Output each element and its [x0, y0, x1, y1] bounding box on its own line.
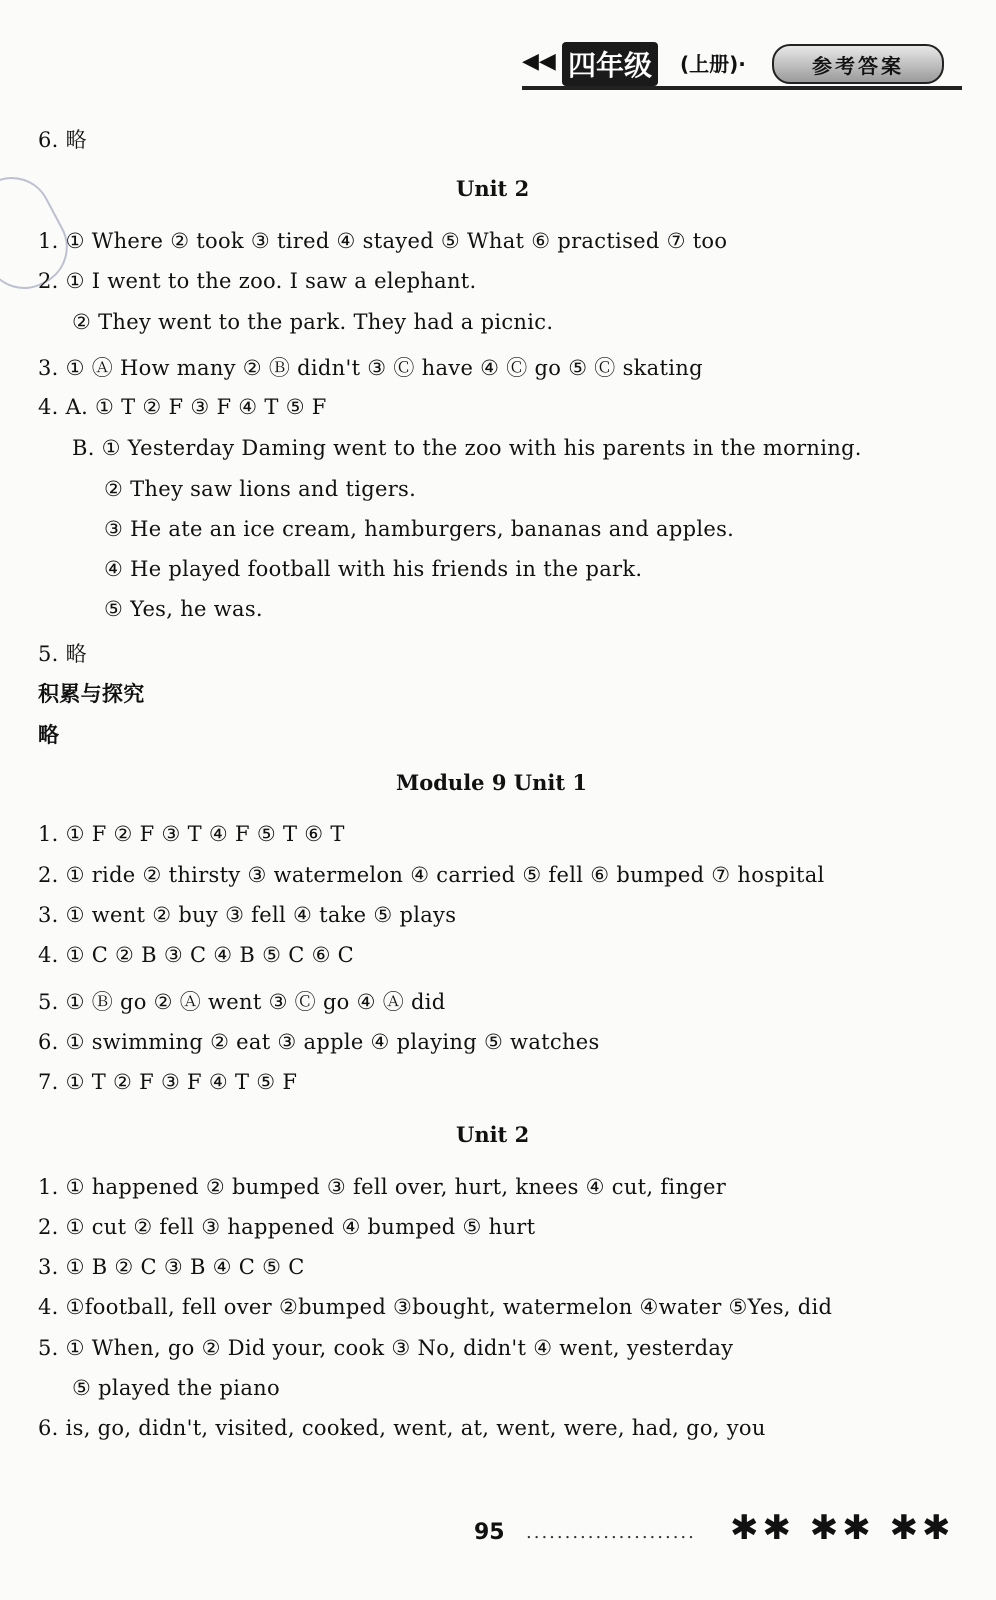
answer-line: 3. ① B ② C ③ B ④ C ⑤ C	[38, 1255, 305, 1279]
answer-line: 5. 略	[38, 642, 87, 666]
answer-line: ② They saw lions and tigers.	[104, 477, 417, 501]
header-banner	[522, 40, 962, 92]
answer-line: 4. ①football, fell over ②bumped ③bought, watermelon ④water ⑤Yes, did	[38, 1295, 833, 1319]
answer-line: 3. ① went ② buy ③ fell ④ take ⑤ plays	[38, 903, 457, 927]
answer-line: 4. ① C ② B ③ C ④ B ⑤ C ⑥ C	[38, 943, 355, 967]
answer-line: ⑤ Yes, he was.	[104, 597, 263, 621]
answer-line: 6. 略	[38, 128, 87, 152]
answer-line: ③ He ate an ice cream, hamburgers, bananas and apples.	[104, 517, 735, 541]
answer-line: 1. ① Where ② took ③ tired ④ stayed ⑤ What ⑥ practised ⑦ too	[38, 229, 728, 253]
answer-line: 3. ① Ⓐ How many ② Ⓑ didn't ③ Ⓒ have ④ Ⓒ go ⑤ Ⓒ skating	[38, 356, 703, 380]
answer-key-tag: 参考答案	[772, 44, 944, 84]
star-decoration-icon: ✱✱ ✱✱ ✱✱	[730, 1508, 955, 1548]
answer-line: ④ He played football with his friends in the park.	[104, 557, 643, 581]
answer-line: 2. ① ride ② thirsty ③ watermelon ④ carried ⑤ fell ⑥ bumped ⑦ hospital	[38, 863, 825, 887]
answer-line: 6. ① swimming ② eat ③ apple ④ playing ⑤ watches	[38, 1030, 600, 1054]
answer-line: 1. ① happened ② bumped ③ fell over, hurt, knees ④ cut, finger	[38, 1175, 727, 1199]
section-heading: Unit 2	[456, 176, 530, 201]
page-number: 95	[474, 1520, 505, 1545]
answer-line: ⑤ played the piano	[72, 1376, 280, 1400]
answer-line: 4. A. ① T ② F ③ F ④ T ⑤ F	[38, 395, 327, 419]
footer-dots: ......................	[526, 1522, 696, 1543]
answer-line: 1. ① F ② F ③ T ④ F ⑤ T ⑥ T	[38, 822, 345, 846]
term-label: (上册)·	[680, 52, 746, 76]
answer-line: 7. ① T ② F ③ F ④ T ⑤ F	[38, 1070, 298, 1094]
header-rule	[522, 86, 962, 90]
grade-label: 四年级	[562, 42, 658, 86]
answer-line: 5. ① When, go ② Did your, cook ③ No, didn't ④ went, yesterday	[38, 1336, 734, 1360]
module-heading: Module 9 Unit 1	[396, 770, 587, 795]
section-heading: 积累与探究	[38, 682, 145, 706]
answer-line: 6. is, go, didn't, visited, cooked, went, at, went, were, had, go, you	[38, 1416, 766, 1440]
answer-line: 5. ① Ⓑ go ② Ⓐ went ③ Ⓒ go ④ Ⓐ did	[38, 990, 446, 1014]
section-heading: Unit 2	[456, 1122, 530, 1147]
answer-line: 2. ① cut ② fell ③ happened ④ bumped ⑤ hurt	[38, 1215, 536, 1239]
answer-line: B. ① Yesterday Daming went to the zoo with his parents in the morning.	[72, 436, 862, 460]
double-arrow-icon: ◀◀	[522, 48, 556, 74]
answer-line: 略	[38, 723, 60, 747]
answer-line: ② They went to the park. They had a picnic.	[72, 310, 554, 334]
answer-line: 2. ① I went to the zoo. I saw a elephant.	[38, 269, 477, 293]
